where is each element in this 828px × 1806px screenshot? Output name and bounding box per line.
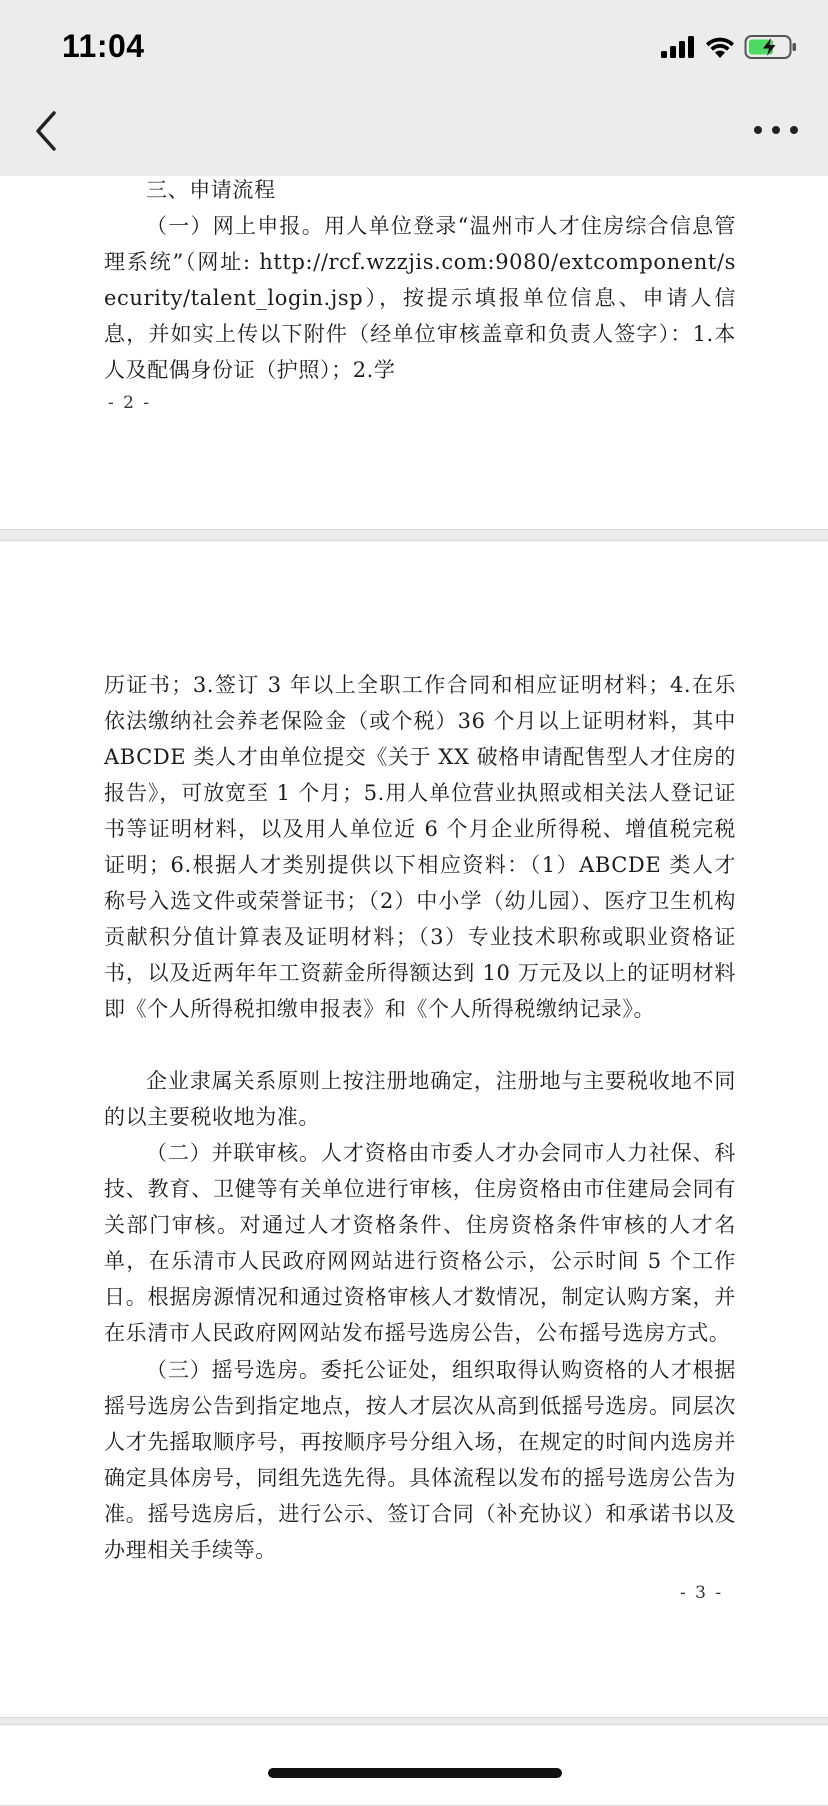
paragraph: 历证书；3.签订 3 年以上全职工作合同和相应证明材料；4.在乐依法缴纳社会养老保险金（或个税）36 个月以上证明材料，其中 ABCDE 类人才由单位提交《关于 XX 破格申请配售型人才住房的报告》，可放宽至 1 个月；5.用人单位营业执照或相关法人登记证书等证明材料，以及用人单位近 6 个月企业所得税、增值税完税证明；6.根据人才类别提供以下相应资料：（1）ABCDE 类人才称号入选文件或荣誉证书；（2）中小学（幼儿园）、医疗卫生机构贡献积分值计算表及证明材料；（3）专业技术职称或职业资格证书，以及近两年年工资薪金所得额达到 10 万元及以上的证明材料即《个人所得税扣缴申报表》和《个人所得税缴纳记录》。 (104, 673, 736, 1021)
page-number: - 2 - (108, 393, 152, 413)
ellipsis-icon[interactable] (752, 120, 800, 140)
cellular-signal-icon (660, 36, 696, 58)
document-page-2 (0, 136, 828, 530)
paragraph: （一）网上申报。用人单位登录“温州市人才住房综合信息管理系统”（网址: http://rcf.wzzjis.com:9080/extcomponent/security/talent_login.jsp），按提示填报单位信息、申请人信息，并如实上传以下附件（经单位审核盖章和负责人签字）：1.本人及配偶身份证（护照）；2.学 (104, 214, 736, 382)
home-indicator[interactable] (268, 1768, 562, 1778)
document-page-4 (0, 1724, 828, 1806)
section-heading: 三、申请流程 (146, 178, 276, 202)
battery-charging-icon (744, 34, 798, 60)
paragraph: 企业隶属关系原则上按注册地确定，注册地与主要税收地不同的以主要税收地为准。 (104, 1069, 736, 1129)
paragraph: （二）并联审核。人才资格由市委人才办会同市人力社保、科技、教育、卫健等有关单位进行审核，住房资格由市住建局会同有关部门审核。对通过人才资格条件、住房资格条件审核的人才名单，在乐清市人民政府网网站进行资格公示，公示时间 5 个工作日。根据房源情况和通过资格审核人才数情况，制定认购方案，并在乐清市人民政府网网站发布摇号选房公告，公布摇号选房方式。 (104, 1141, 736, 1345)
chevron-left-icon[interactable] (28, 108, 68, 154)
wifi-icon (704, 35, 736, 59)
document-page-3 (0, 540, 828, 1718)
paragraph: （三）摇号选房。委托公证处，组织取得认购资格的人才根据摇号选房公告到指定地点，按人才层次从高到低摇号选房。同层次人才先摇取顺序号，再按顺序号分组入场，在规定的时间内选房并确定具体房号，同组先选先得。具体流程以发布的摇号选房公告为准。摇号选房后，进行公示、签订合同（补充协议）和承诺书以及办理相关手续等。 (104, 1358, 736, 1562)
status-icons (660, 34, 798, 60)
status-time: 11:04 (62, 28, 145, 64)
page-number: - 3 - (680, 1583, 724, 1603)
top-bar (0, 0, 828, 176)
document-viewer[interactable] (0, 176, 828, 1792)
